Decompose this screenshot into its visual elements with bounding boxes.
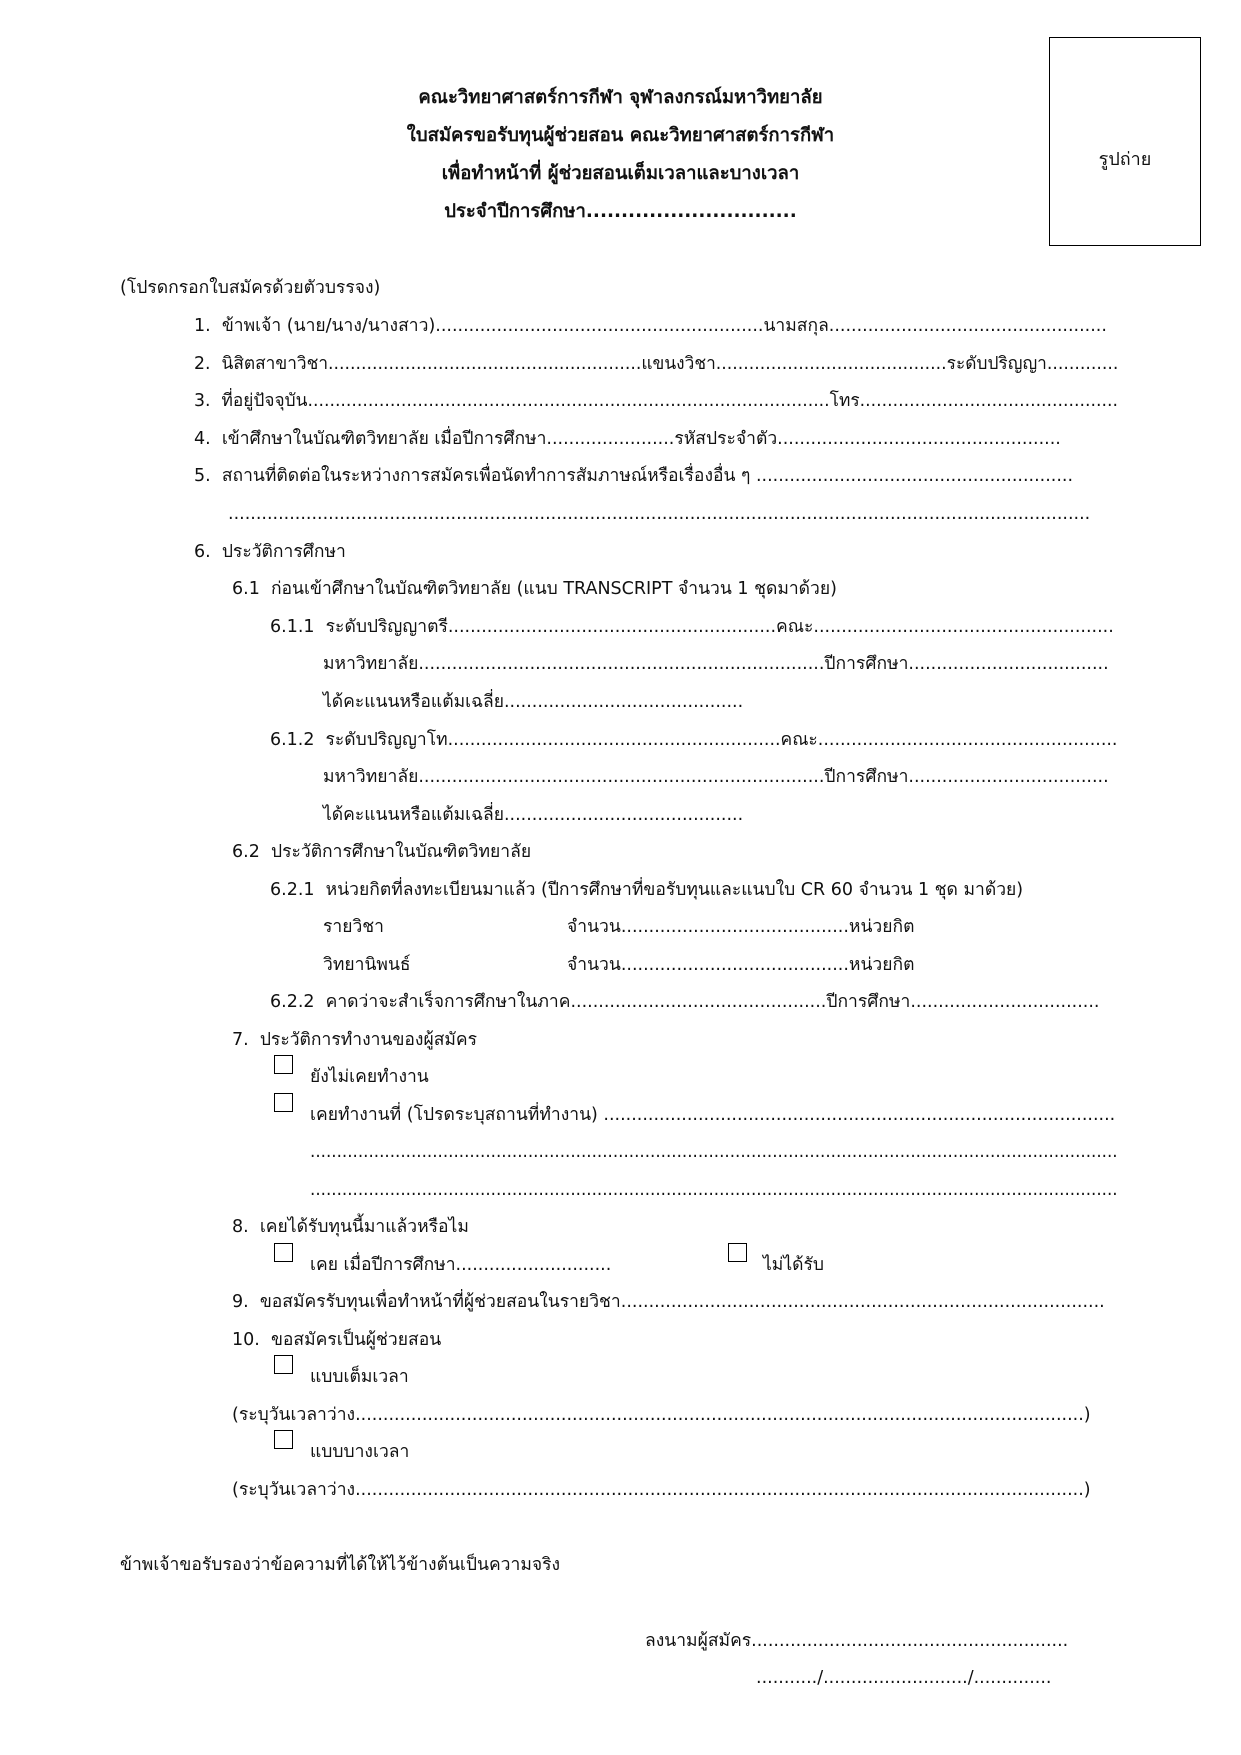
item-8-no: ไม่ได้รับ [763, 1255, 825, 1275]
photo-box [1049, 37, 1201, 246]
item-9-course: 9. ขอสมัครรับทุนเพื่อทำหน้าที่ผู้ช่วยสอนในรายวิชา....................................................................................... [232, 1292, 1105, 1312]
form-header-academic-year: ประจำปีการศึกษา.............................. [444, 201, 797, 222]
item-1-name: 1. ข้าพเจ้า (นาย/นาง/นางสาว)...........................................................นามสกุล.................................................. [194, 316, 1107, 336]
item-8-yes: เคย เมื่อปีการศึกษา............................ [310, 1255, 612, 1275]
item-7-line3: ........................................................................................................................................................ [310, 1180, 1118, 1200]
item-6-1-2-master: 6.1.2 ระดับปริญญาโท............................................................คณะ...................................................... [270, 730, 1118, 750]
item-6-2: 6.2 ประวัติการศึกษาในบัณฑิตวิทยาลัย [232, 842, 532, 862]
certification-statement: ข้าพเจ้าขอรับรองว่าข้อความที่ได้ให้ไว้ข้างต้นเป็นความจริง [120, 1555, 561, 1575]
item-10-apply: 10. ขอสมัครเป็นผู้ช่วยสอน [232, 1330, 442, 1350]
item-6-1-1-university: มหาวิทยาลัย.........................................................................ปีการศึกษา.................................... [323, 654, 1109, 674]
item-10-full-time-availability: (ระบุวันเวลาว่าง...................................................................................................................................) [232, 1405, 1091, 1425]
checkbox-received-no[interactable] [728, 1243, 747, 1262]
checkbox-part-time[interactable] [274, 1430, 293, 1449]
item-6-1-1-gpa: ได้คะแนนหรือแต้มเฉลี่ย........................................... [323, 692, 744, 712]
item-6-education: 6. ประวัติการศึกษา [194, 542, 346, 562]
item-5-contact-line2: ........................................................................................................................................................... [228, 504, 1091, 524]
form-header-faculty: คณะวิทยาศาสตร์การกีฬา จุฬาลงกรณ์มหาวิทยาลัย [418, 87, 823, 108]
checkbox-worked-at[interactable] [274, 1093, 293, 1112]
checkbox-received-yes[interactable] [274, 1243, 293, 1262]
checkbox-full-time[interactable] [274, 1355, 293, 1374]
item-6-1: 6.1 ก่อนเข้าศึกษาในบัณฑิตวิทยาลัย (แนบ TRANSCRIPT จำนวน 1 ชุดมาด้วย) [232, 579, 837, 599]
item-7-worked-at: เคยทำงานที่ (โปรดระบุสถานที่ทำงาน) ............................................................................................ [310, 1105, 1116, 1125]
item-2-major: 2. นิสิตสาขาวิชา.........................................................แขนงวิชา..........................................ระดับปริญญา............. [194, 354, 1119, 374]
item-6-2-2-graduation: 6.2.2 คาดว่าจะสำเร็จการศึกษาในภาค..............................................ปีการศึกษา.................................. [270, 992, 1100, 1012]
item-6-2-1-courses-value: จำนวน.........................................หน่วยกิต [567, 917, 915, 937]
signature-line: ลงนามผู้สมัคร......................................................... [645, 1631, 1069, 1651]
item-10-part-time: แบบบางเวลา [310, 1442, 410, 1462]
item-4-enrollment: 4. เข้าศึกษาในบัณฑิตวิทยาลัย เมื่อปีการศึกษา.......................รหัสประจำตัว................................................... [194, 429, 1061, 449]
item-6-2-1-thesis-value: จำนวน.........................................หน่วยกิต [567, 955, 915, 975]
item-6-2-1-courses-label: รายวิชา [323, 917, 385, 937]
item-8-received-before: 8. เคยได้รับทุนนี้มาแล้วหรือไม [232, 1217, 469, 1237]
form-header-title: ใบสมัครขอรับทุนผู้ช่วยสอน คณะวิทยาศาสตร์การกีฬา [406, 125, 835, 146]
item-6-2-1-credits: 6.2.1 หน่วยกิตที่ลงทะเบียนมาแล้ว (ปีการศึกษาที่ขอรับทุนและแนบใบ CR 60 จำนวน 1 ชุด มาด้วย) [270, 880, 1024, 900]
item-6-1-2-gpa: ได้คะแนนหรือแต้มเฉลี่ย........................................... [323, 805, 744, 825]
item-7-work-history: 7. ประวัติการทำงานของผู้สมัคร [232, 1030, 478, 1050]
item-5-contact: 5. สถานที่ติดต่อในระหว่างการสมัครเพื่อนัดทำการสัมภาษณ์หรือเรื่องอื่น ๆ ......................................................... [194, 466, 1074, 486]
instructions: (โปรดกรอกใบสมัครด้วยตัวบรรจง) [120, 278, 381, 298]
photo-label: รูปถ่าย [1098, 149, 1152, 170]
item-7-never-worked: ยังไม่เคยทำงาน [310, 1067, 429, 1087]
item-6-1-2-university: มหาวิทยาลัย.........................................................................ปีการศึกษา.................................... [323, 767, 1109, 787]
item-10-full-time: แบบเต็มเวลา [310, 1367, 409, 1387]
item-3-address: 3. ที่อยู่ปัจจุบัน...............................................................................................โทร............................................... [194, 391, 1119, 411]
signature-date: .........../........................../.............. [756, 1668, 1052, 1688]
item-6-2-1-thesis-label: วิทยานิพนธ์ [323, 955, 411, 975]
checkbox-never-worked[interactable] [274, 1055, 293, 1074]
form-header-purpose: เพื่อทำหน้าที่ ผู้ช่วยสอนเต็มเวลาและบางเวลา [441, 163, 800, 184]
item-10-part-time-availability: (ระบุวันเวลาว่าง...................................................................................................................................) [232, 1480, 1091, 1500]
item-7-line2: ........................................................................................................................................................ [310, 1142, 1118, 1162]
item-6-1-1-bachelor: 6.1.1 ระดับปริญญาตรี...........................................................คณะ...................................................... [270, 617, 1114, 637]
